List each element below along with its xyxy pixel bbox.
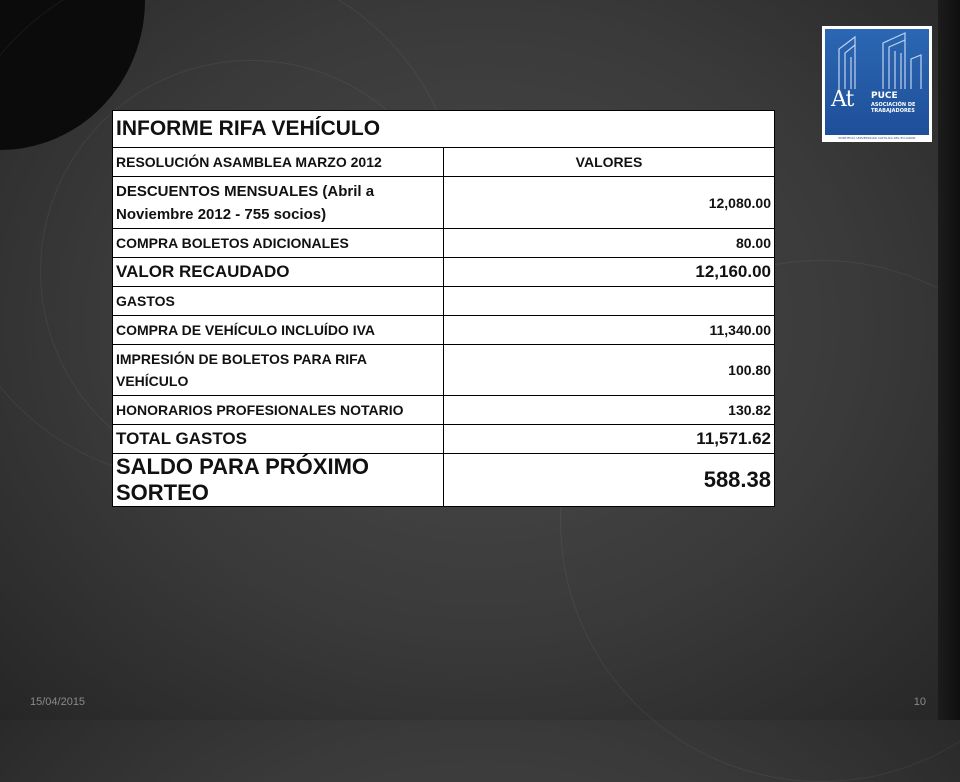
row-label: COMPRA BOLETOS ADICIONALES	[113, 229, 444, 258]
row-value: 12,160.00	[444, 258, 775, 287]
logo-mark: At	[831, 87, 854, 112]
header-value: VALORES	[444, 148, 775, 177]
row-label: TOTAL GASTOS	[113, 425, 444, 454]
row-value: 80.00	[444, 229, 775, 258]
title-row	[113, 111, 775, 148]
row-value: 12,080.00	[444, 177, 775, 229]
slide-date: 15/04/2015	[30, 696, 86, 708]
row-value	[444, 287, 775, 316]
table-row	[113, 345, 775, 396]
row-label: GASTOS	[113, 287, 444, 316]
row-label: IMPRESIÓN DE BOLETOS PARA RIFA VEHÍCULO	[113, 345, 444, 396]
row-label: SALDO PARA PRÓXIMO SORTEO	[113, 454, 444, 507]
row-label: VALOR RECAUDADO	[113, 258, 444, 287]
building-lines-icon	[825, 29, 929, 135]
report-table	[112, 110, 775, 507]
row-value: 100.80	[444, 345, 775, 396]
header-label: RESOLUCIÓN ASAMBLEA MARZO 2012	[113, 148, 444, 177]
table-row	[113, 287, 775, 316]
logo-name: PUCE	[871, 91, 898, 101]
logo-panel	[825, 29, 929, 135]
row-value: 130.82	[444, 396, 775, 425]
report-title: INFORME RIFA VEHÍCULO	[113, 111, 775, 148]
row-label: DESCUENTOS MENSUALES (Abril a Noviembre 2012 - 755 socios)	[113, 177, 444, 229]
slide-page-number: 10	[913, 696, 926, 708]
organization-logo	[822, 26, 932, 142]
table-row	[113, 396, 775, 425]
row-value: 11,340.00	[444, 316, 775, 345]
table-row	[113, 229, 775, 258]
table-row	[113, 258, 775, 287]
row-value: 11,571.62	[444, 425, 775, 454]
table-row	[113, 177, 775, 229]
row-label: COMPRA DE VEHÍCULO INCLUÍDO IVA	[113, 316, 444, 345]
logo-subtitle	[871, 102, 915, 114]
header-row	[113, 148, 775, 177]
logo-footer: PONTIFICIA UNIVERSIDAD CATÓLICA DEL ECUADOR	[822, 135, 932, 142]
table-row	[113, 316, 775, 345]
logo-subtitle-line: ASOCIACIÓN DE	[871, 102, 916, 108]
side-strip-decoration	[938, 0, 960, 720]
row-value: 588.38	[444, 454, 775, 507]
table-row	[113, 425, 775, 454]
logo-subtitle-line: TRABAJADORES	[871, 108, 915, 114]
row-label: HONORARIOS PROFESIONALES NOTARIO	[113, 396, 444, 425]
table-row	[113, 454, 775, 507]
